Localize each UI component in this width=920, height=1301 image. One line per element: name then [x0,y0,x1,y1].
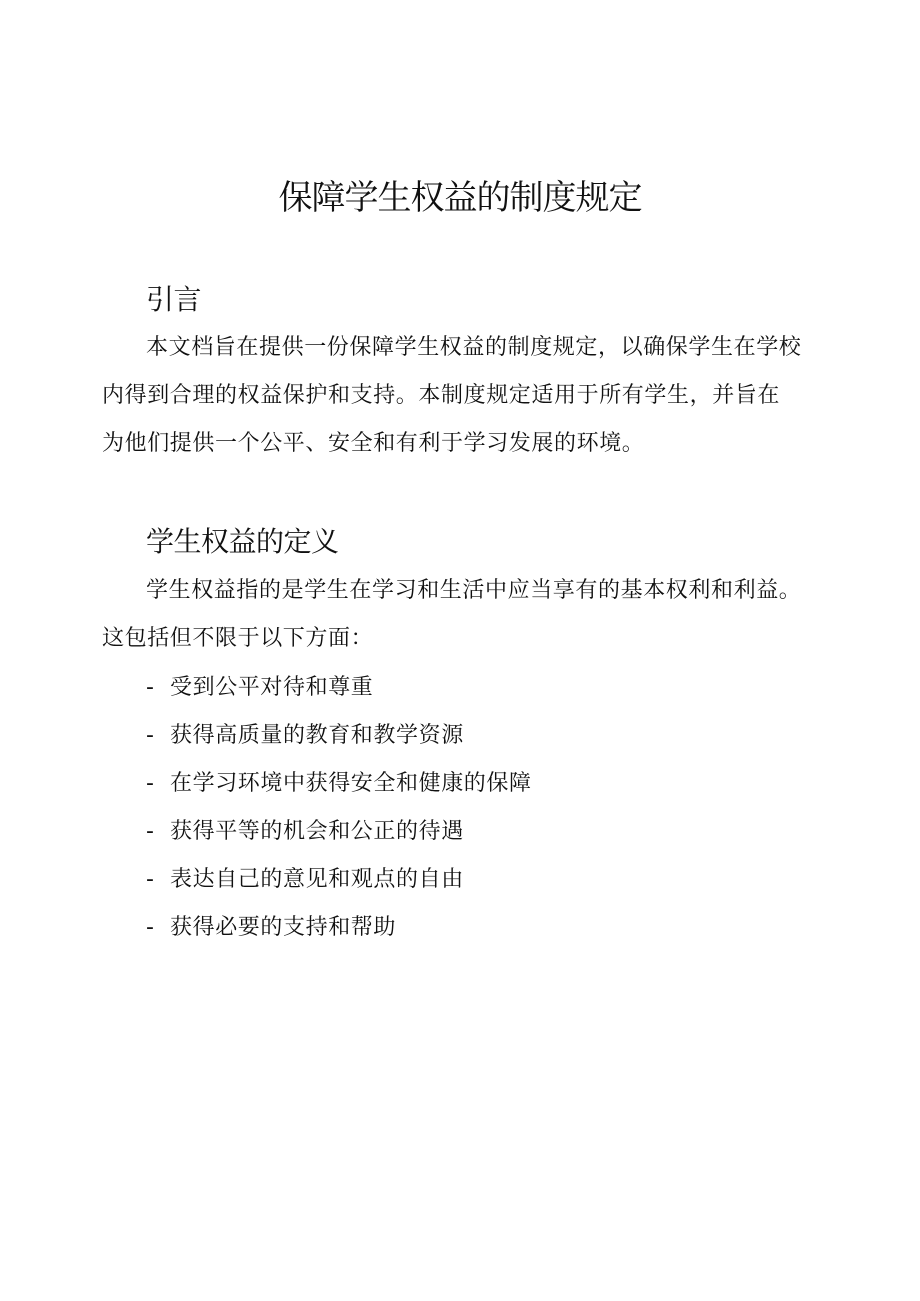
list-dash: - [146,723,155,748]
list-item [146,856,532,904]
list-dash: - [146,675,155,700]
section-heading-intro: 引言 [146,283,202,316]
list-dash: - [146,915,155,940]
list-item-text: 在学习环境中获得安全和健康的保障 [170,771,532,796]
section-heading-definition: 学生权益的定义 [146,525,339,558]
list-item [146,760,532,808]
list-item-text: 获得平等的机会和公正的待遇 [170,819,464,844]
list-item [146,808,532,856]
intro-paragraph: 本文档旨在提供一份保障学生权益的制度规定，以确保学生在学校内得到合理的权益保护和支持。本制度规定适用于所有学生，并旨在为他们提供一个公平、安全和有利于学习发展的环境。 [102,335,802,456]
rights-list [146,664,532,952]
document-title: 保障学生权益的制度规定 [278,178,642,218]
list-item-text: 表达自己的意见和观点的自由 [170,867,464,892]
list-item [146,712,532,760]
list-item [146,664,532,712]
definition-paragraph: 学生权益指的是学生在学习和生活中应当享有的基本权利和利益。这包括但不限于以下方面： [102,578,802,651]
list-dash: - [146,771,155,796]
list-item [146,904,532,952]
list-dash: - [146,819,155,844]
list-item-text: 受到公平对待和尊重 [170,675,374,700]
list-item-text: 获得必要的支持和帮助 [170,915,397,940]
list-dash: - [146,867,155,892]
list-item-text: 获得高质量的教育和教学资源 [170,723,464,748]
